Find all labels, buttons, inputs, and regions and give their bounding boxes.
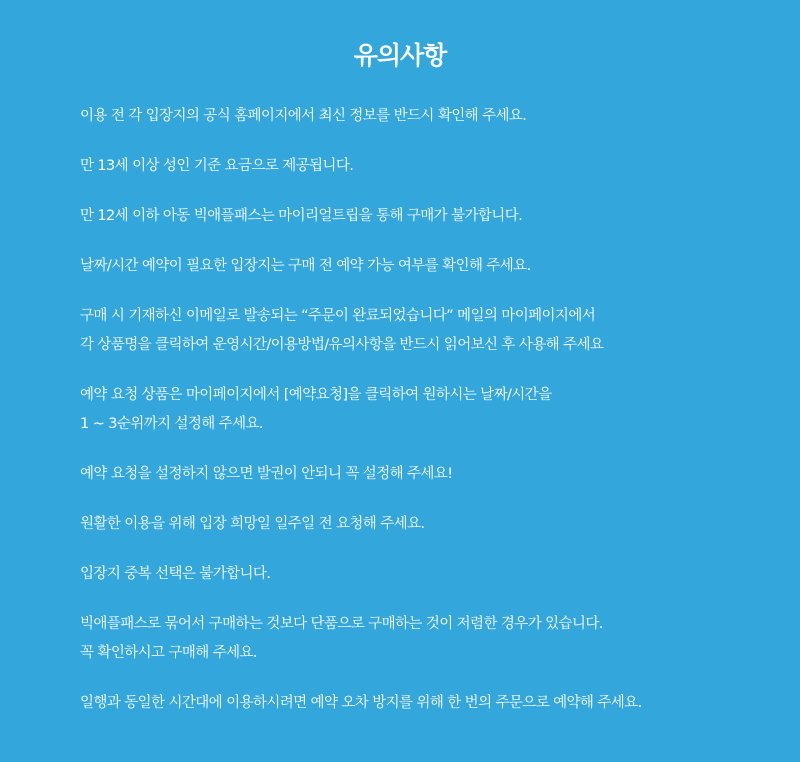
notice-item: 빅애플패스로 묶어서 구매하는 것보다 단품으로 구매하는 것이 저렴한 경우가 있습니다. 꼭 확인하시고 구매해 주세요.	[80, 616, 603, 661]
notice-item: 예약 요청 상품은 마이페이지에서 [예약요청]을 클릭하여 원하시는 날짜/시간을 1 ~ 3순위까지 설정해 주세요.	[80, 387, 552, 432]
notice-item: 일행과 동일한 시간대에 이용하시려면 예약 오차 방지를 위해 한 번의 주문으로 예약해 주세요.	[80, 695, 642, 711]
notice-item: 만 13세 이상 성인 기준 요금으로 제공됩니다.	[80, 158, 354, 174]
notice-item: 예약 요청을 설정하지 않으면 발권이 안되니 꼭 설정해 주세요!	[80, 466, 453, 482]
notice-item: 이용 전 각 입장지의 공식 홈페이지에서 최신 정보를 반드시 확인해 주세요.	[80, 108, 527, 124]
notice-item: 원활한 이용을 위해 입장 희망일 일주일 전 요청해 주세요.	[80, 516, 425, 532]
notice-item: 입장지 중복 선택은 불가합니다.	[80, 566, 271, 582]
page-title: 유의사항	[353, 41, 447, 70]
notice-item: 만 12세 이하 아동 빅애플패스는 마이리얼트립을 통해 구매가 불가합니다.	[80, 208, 523, 224]
notice-item: 날짜/시간 예약이 필요한 입장지는 구매 전 예약 가능 여부를 확인해 주세요.	[80, 258, 531, 274]
notice-item: 구매 시 기재하신 이메일로 발송되는 “주문이 완료되었습니다” 메일의 마이페이지에서 각 상품명을 클릭하여 운영시간/이용방법/유의사항을 반드시 읽어보신 후 사용해 주세요	[80, 308, 604, 353]
notice-list	[80, 102, 770, 739]
